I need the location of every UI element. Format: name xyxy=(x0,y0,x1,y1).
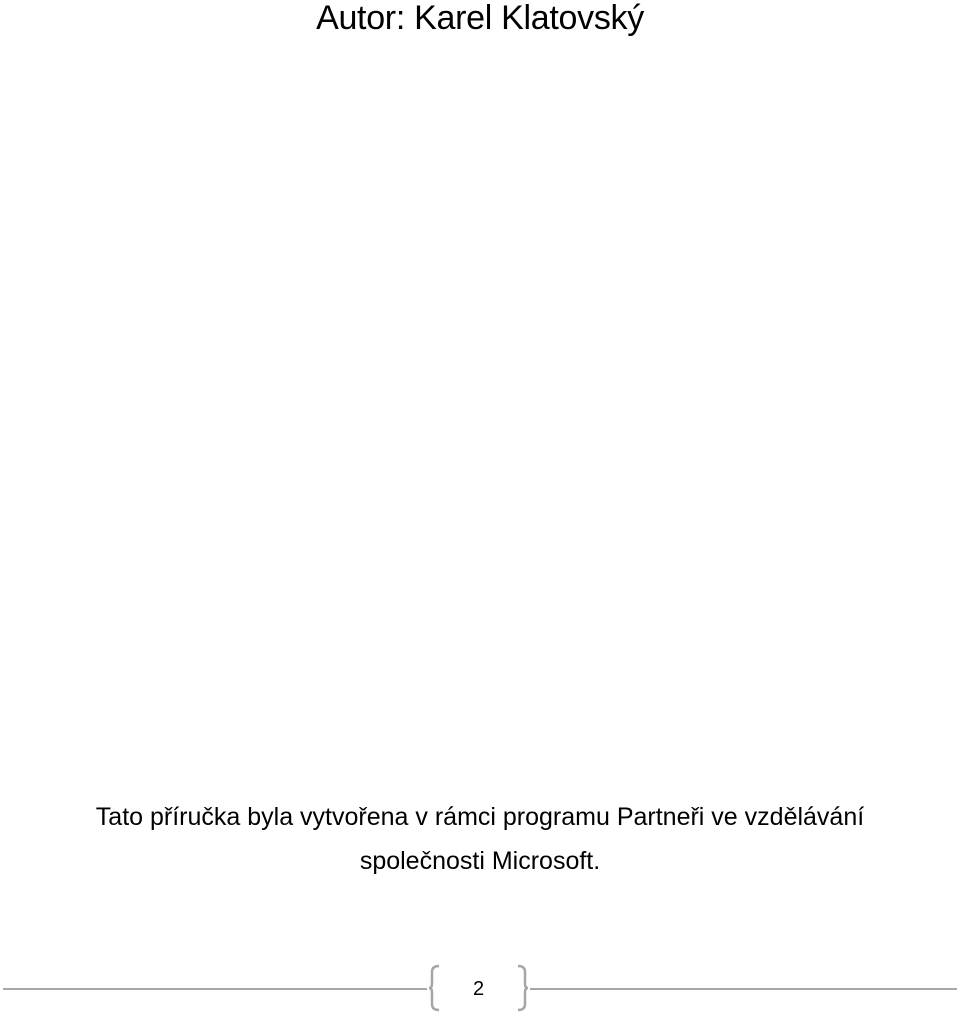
credit-line-2: společnosti Microsoft. xyxy=(359,847,601,875)
page-number: 2 xyxy=(472,978,485,1000)
footer-rule-right xyxy=(530,988,957,990)
credit-line-1: Tato příručka byla vytvořena v rámci programu Partneři ve vzdělávání xyxy=(95,803,865,831)
left-brace-icon xyxy=(427,964,441,1012)
author-heading: Autor: Karel Klatovský xyxy=(316,0,644,37)
right-brace-icon xyxy=(516,964,530,1012)
footer-rule-left xyxy=(3,988,427,990)
page-footer xyxy=(0,962,960,1016)
credit-note xyxy=(0,795,960,883)
